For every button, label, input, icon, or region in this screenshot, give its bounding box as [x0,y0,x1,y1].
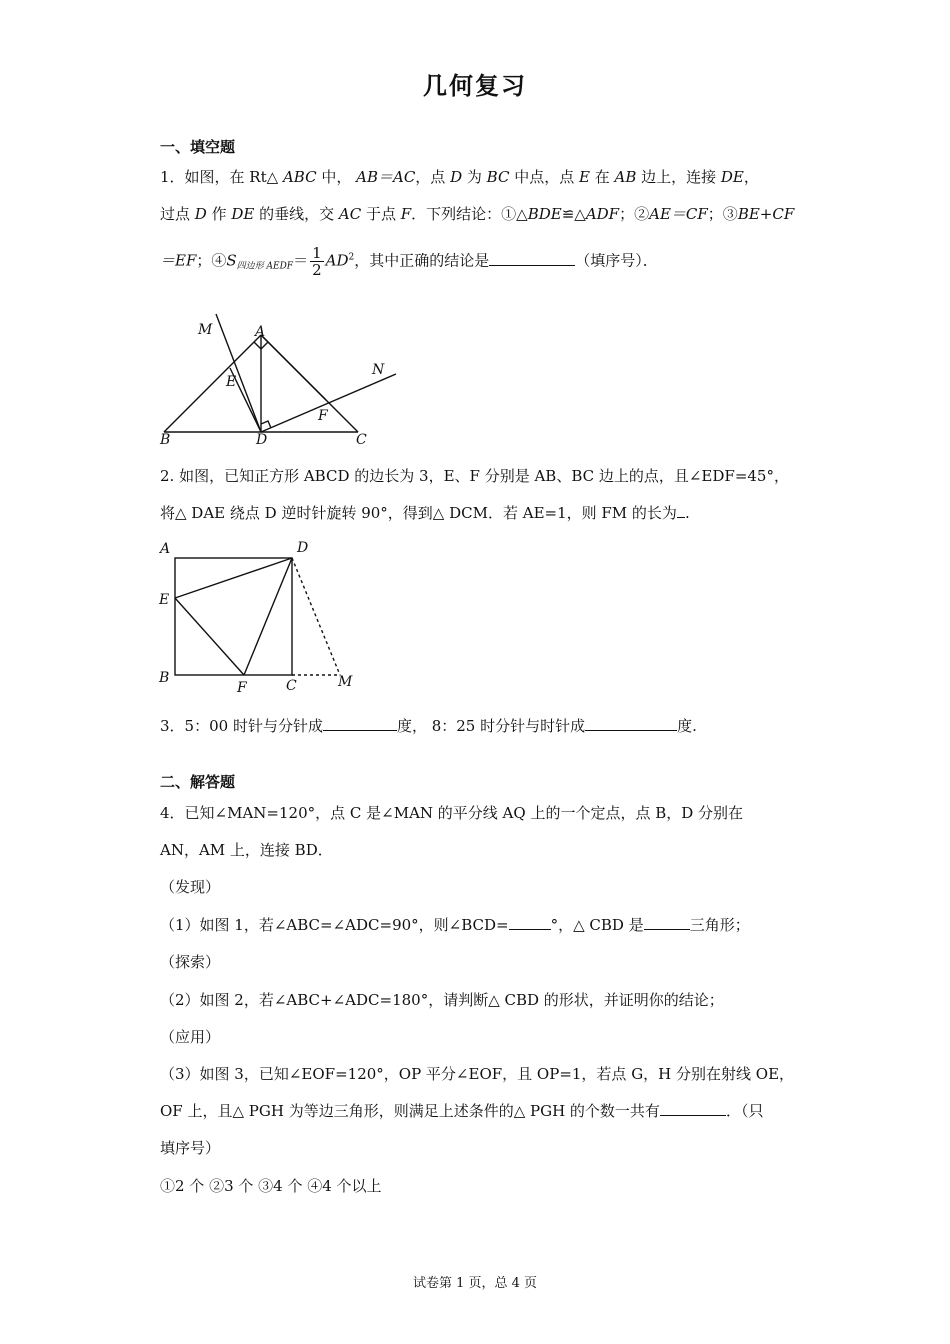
fig2-label-D: D [297,540,309,556]
fig1-label-M: M [198,322,213,338]
fig1-label-A: A [255,324,266,340]
page-title: 几何复习 [423,71,527,100]
fig1-label-B: B [160,432,171,448]
q3-answer-blank-2[interactable] [585,715,677,731]
q3-line: 3．5：00 时针与分针成 度， 8：25 时分针与时针成 度. [160,717,697,735]
figure-2 [158,538,368,698]
q4-answer-blank-shape[interactable] [644,914,690,930]
q1-line1: 1．如图，在 Rt△ ABC 中， AB＝AC，点 D 为 BC 中点，点 E 在 AB 边上，连接 DE， [160,168,759,186]
q4-part1: （1）如图 1，若∠ABC=∠ADC=90°，则∠BCD= °，△ CBD 是 三角形； [160,916,750,934]
q2-answer-blank[interactable] [677,502,685,518]
q2-line1: 2. 如图，已知正方形 ABCD 的边长为 3，E、F 分别是 AB、BC 边上的点，且∠EDF=45°， [160,467,789,485]
q4-line2: AN，AM 上，连接 BD． [160,841,333,859]
q1-answer-blank[interactable] [489,250,575,266]
fig1-label-C: C [356,432,367,448]
figure-1 [158,312,418,452]
q4-part3-line2: OF 上，且△ PGH 为等边三角形，则满足上述条件的△ PGH 的个数一共有 ．（只 [160,1102,764,1120]
fig2-label-C: C [286,678,297,694]
q4-part3-line1: （3）如图 3，已知∠EOF=120°，OP 平分∠EOF，且 OP=1，若点 G，H 分别在射线 OE， [160,1065,795,1083]
fig1-label-F: F [318,408,328,424]
q1-line3: ＝EF；$④S_{四边形 AEDF}=$ $\frac{1}{2}$ $AD^2$，其中正确的结论是 （填序号）． [160,244,658,279]
section-solve: 二、解答题 [160,773,236,791]
q4-line1: 4．已知∠MAN=120°，点 C 是∠MAN 的平分线 AQ 上的一个定点，点 B，D 分别在 [160,804,744,822]
q1-line2: 过点 D 作 DE 的垂线，交 AC 于点 F．下列结论：①△BDE≌△ADF；②AE＝CF；③BE+CF [160,205,795,223]
fig2-label-E: E [159,592,170,608]
fig2-label-F: F [237,680,247,696]
q4-part2: （2）如图 2，若∠ABC+∠ADC=180°，请判断△ CBD 的形状，并证明你的结论； [160,991,724,1009]
q4-answer-blank-count[interactable] [660,1100,726,1116]
fig1-label-D: D [256,432,268,448]
fig2-label-M: M [338,674,353,690]
page-footer: 试卷第 1 页，总 4 页 [412,1276,538,1291]
q3-answer-blank-1[interactable] [323,715,397,731]
q2-line2: 将△ DAE 绕点 D 逆时针旋转 90°，得到△ DCM．若 AE=1，则 FM 的长为 . [160,504,690,522]
fig2-label-B: B [159,670,170,686]
q4-explore: （探索） [160,953,221,971]
fig1-label-N: N [372,362,385,378]
q4-answer-blank-angle[interactable] [509,914,551,930]
q4-apply: （应用） [160,1028,221,1046]
fraction-one-half: $\frac{1}{2}$ [312,244,322,279]
q4-discover: （发现） [160,878,221,896]
fig1-label-E: E [226,374,237,390]
section-fill-blank: 一、填空题 [160,138,236,156]
q4-options: ①2 个 ②3 个 ③4 个 ④4 个以上 [160,1177,382,1195]
fig2-label-A: A [160,541,171,557]
q4-part3-line3: 填序号） [160,1139,221,1157]
